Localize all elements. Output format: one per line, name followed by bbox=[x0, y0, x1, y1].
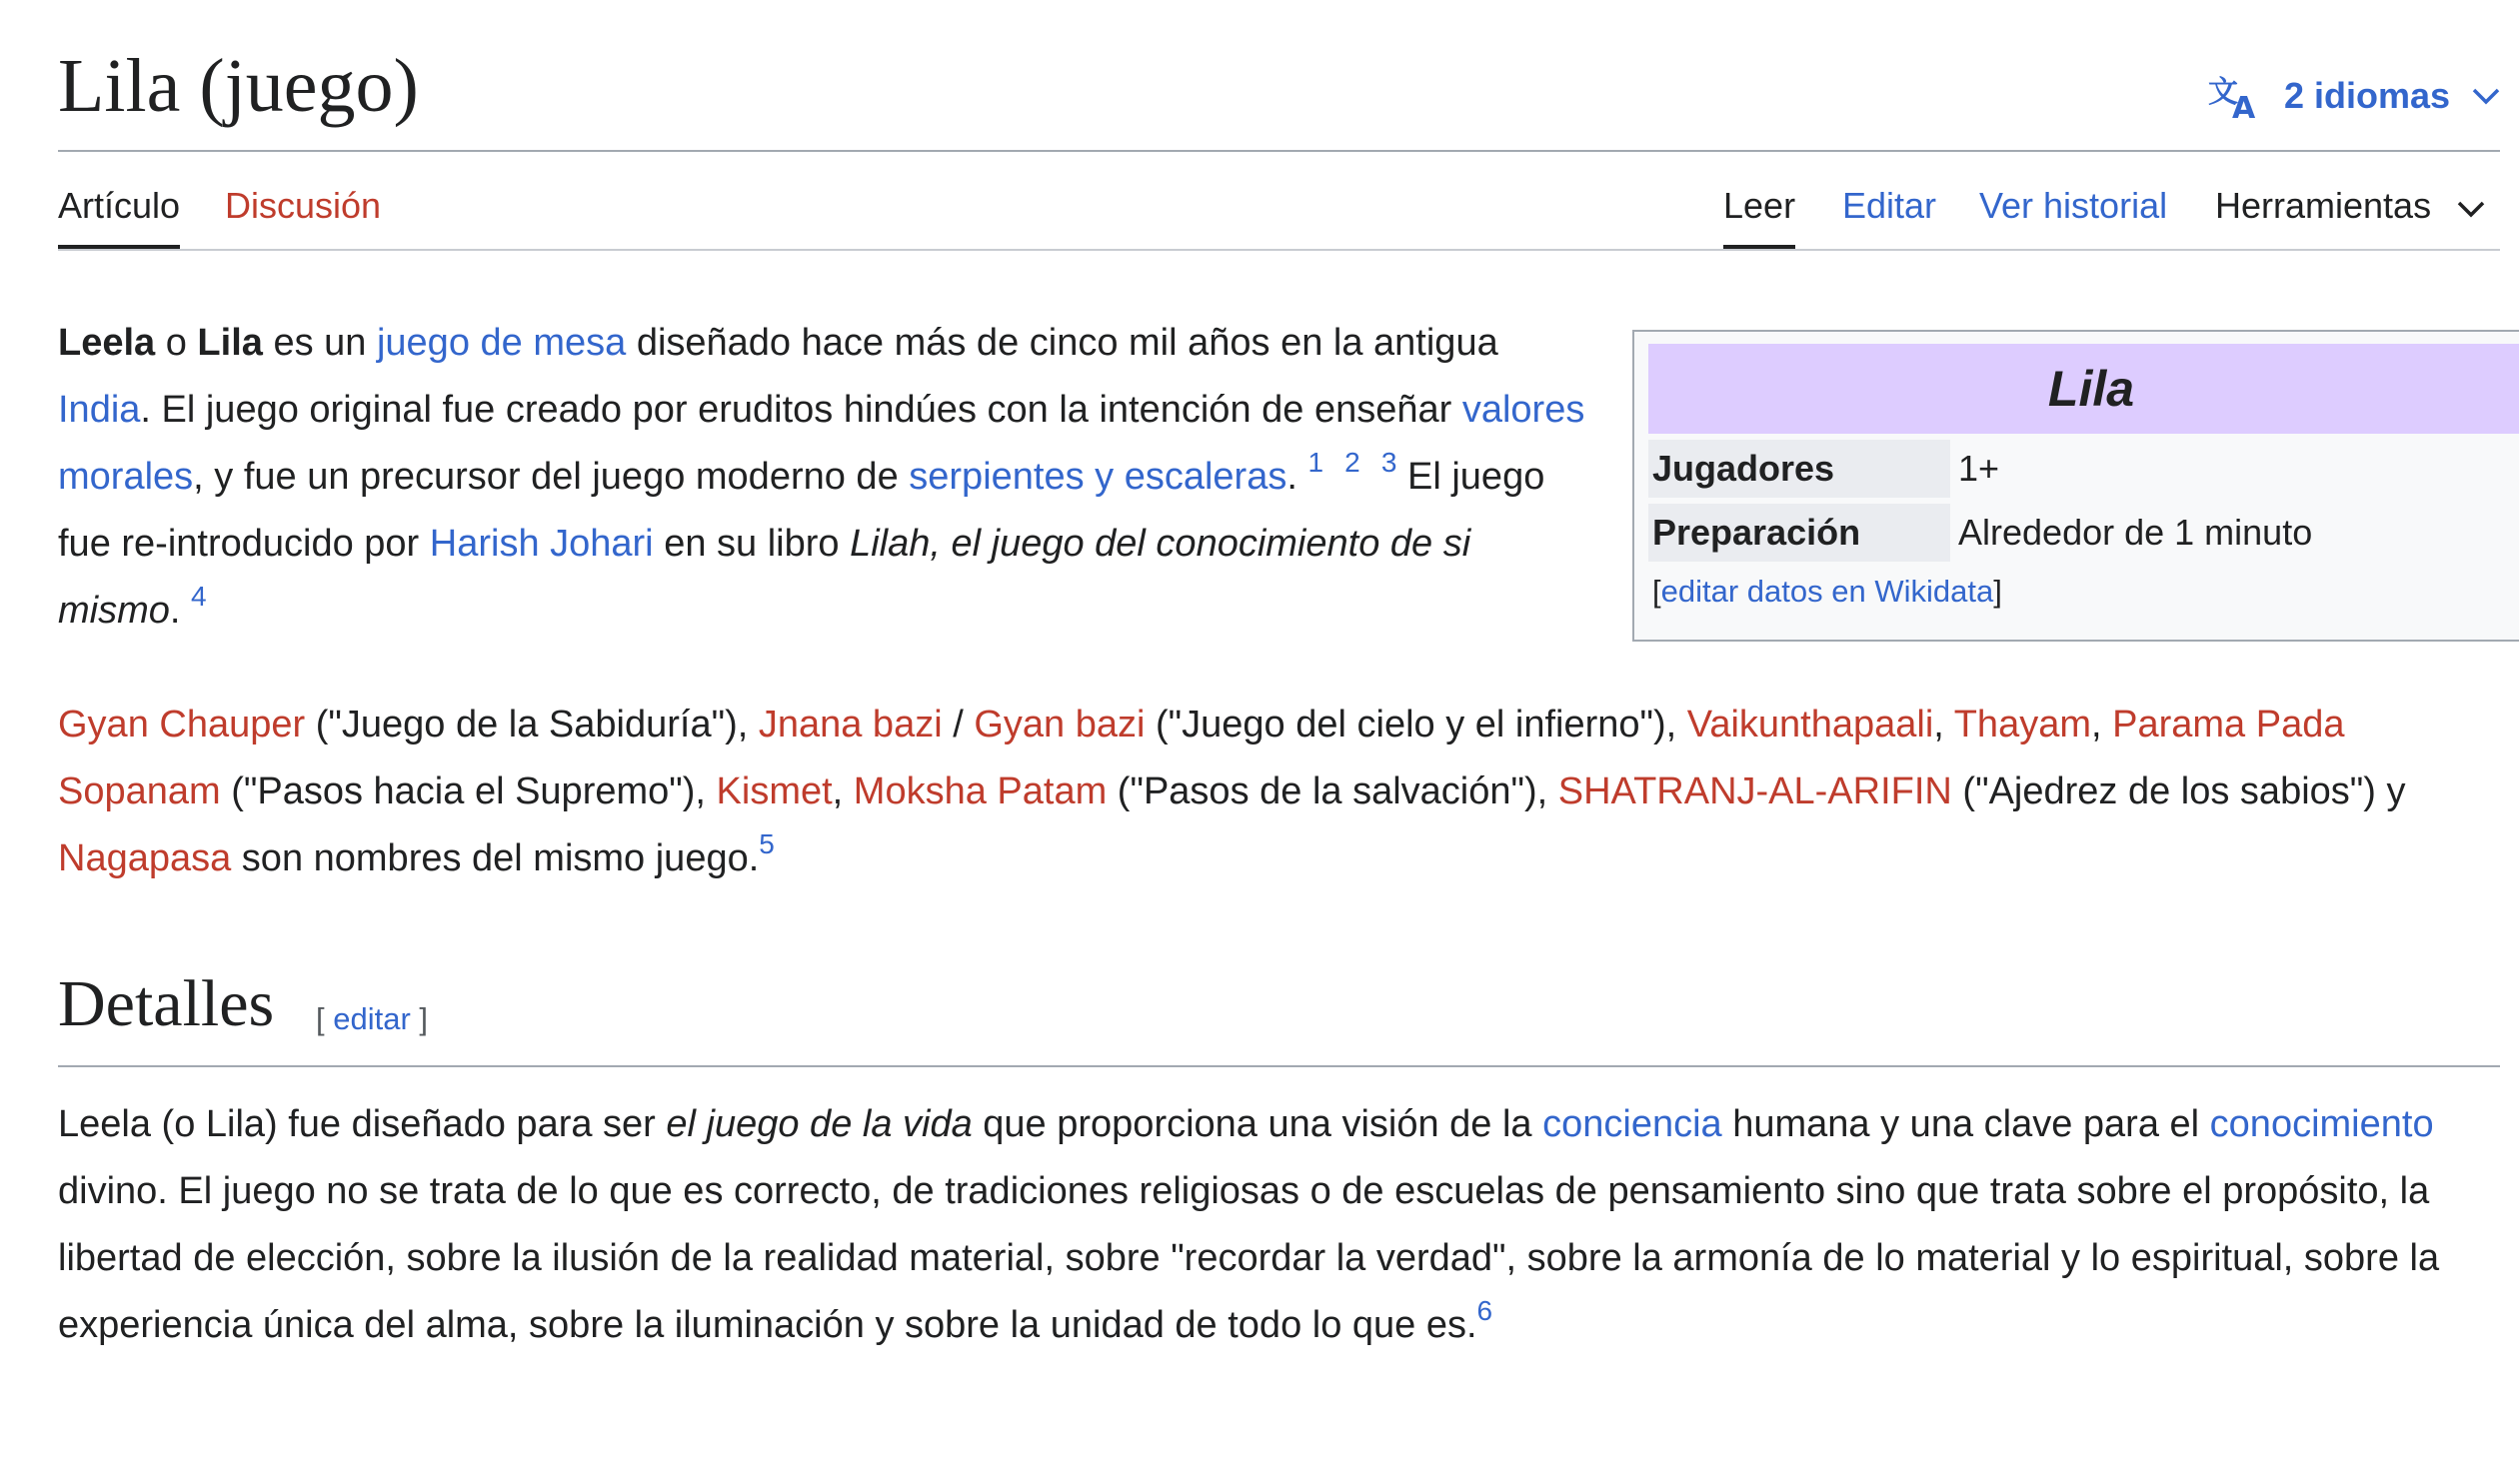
text: son nombres del mismo juego. bbox=[231, 837, 760, 879]
infobox-label: Jugadores bbox=[1648, 440, 1950, 498]
section-edit bbox=[316, 1001, 428, 1037]
details-paragraph bbox=[58, 1091, 2500, 1359]
link-india[interactable]: India bbox=[58, 389, 141, 431]
redlink-parama-pada-sopanam[interactable]: Parama Pada Sopanam bbox=[58, 704, 2345, 812]
text: humana y una clave para el bbox=[1721, 1103, 2210, 1145]
bracket: [ bbox=[1652, 574, 1661, 609]
text: ("Pasos de la salvación"), bbox=[1107, 770, 1558, 812]
reference-4[interactable]: 4 bbox=[191, 581, 207, 613]
chevron-down-icon bbox=[2457, 184, 2485, 227]
text: , y fue un precursor del juego moderno de bbox=[193, 456, 910, 498]
reference-6[interactable]: 6 bbox=[1476, 1295, 1493, 1327]
tools-menu-button[interactable] bbox=[2215, 184, 2485, 245]
text: . bbox=[169, 590, 192, 632]
redlink-nagapasa[interactable]: Nagapasa bbox=[58, 837, 232, 879]
book-title: Lilah, el juego del conocimiento de si mismo bbox=[58, 523, 1471, 632]
text: o bbox=[155, 322, 198, 364]
page-tabs bbox=[58, 152, 2500, 251]
text: diseñado hace más de cinco mil años en la antigua bbox=[626, 322, 1498, 364]
translate-icon bbox=[2208, 72, 2262, 120]
bold-term: Leela bbox=[58, 322, 156, 364]
link-juego-de-mesa[interactable]: juego de mesa bbox=[376, 322, 627, 364]
bracket: [ bbox=[316, 1001, 334, 1036]
infobox-title: Lila bbox=[1648, 344, 2519, 434]
language-selector-button[interactable] bbox=[2208, 72, 2500, 120]
redlink-jnana-bazi[interactable]: Jnana bazi bbox=[758, 704, 943, 745]
redlink-shatranj-al-arifin[interactable]: SHATRANJ-AL-ARIFIN bbox=[1557, 770, 1952, 812]
text: ("Ajedrez de los sabios") y bbox=[1951, 770, 2406, 812]
tab-talk[interactable]: Discusión bbox=[225, 185, 382, 226]
section-heading-detalles bbox=[58, 967, 2500, 1067]
infobox-edit-wikidata bbox=[1648, 574, 2519, 610]
tab-read[interactable]: Leer bbox=[1723, 184, 1795, 249]
infobox-row-players bbox=[1648, 440, 2519, 498]
svg-text:文: 文 bbox=[2207, 75, 2238, 110]
redlink-thayam[interactable]: Thayam bbox=[1953, 704, 2091, 745]
infobox-value: Alrededor de 1 minuto bbox=[1958, 512, 2313, 553]
reference-5[interactable]: 5 bbox=[759, 828, 775, 860]
text: , bbox=[832, 770, 854, 812]
intro-paragraph bbox=[58, 310, 1597, 645]
link-conciencia[interactable]: conciencia bbox=[1542, 1103, 1722, 1145]
tools-label: Herramientas bbox=[2215, 185, 2432, 226]
page-title: Lila (juego) bbox=[58, 44, 419, 128]
link-harish-johari[interactable]: Harish Johari bbox=[429, 523, 654, 565]
edit-wikidata-link[interactable]: editar datos en Wikidata bbox=[1660, 574, 1994, 609]
names-paragraph bbox=[58, 692, 2500, 892]
text: ("Pasos hacia el Supremo"), bbox=[220, 770, 717, 812]
infobox bbox=[1632, 330, 2519, 642]
redlink-gyan-chauper[interactable]: Gyan Chauper bbox=[58, 704, 306, 745]
redlink-kismet[interactable]: Kismet bbox=[716, 770, 833, 812]
chevron-down-icon bbox=[2472, 87, 2500, 105]
bracket: ] bbox=[410, 1001, 429, 1036]
text: es un bbox=[262, 322, 377, 364]
bold-term: Lila bbox=[197, 322, 263, 364]
reference-1[interactable]: 1 bbox=[1307, 447, 1324, 479]
redlink-gyan-bazi[interactable]: Gyan bazi bbox=[974, 704, 1146, 745]
link-serpientes-y-escaleras[interactable]: serpientes y escaleras bbox=[909, 456, 1287, 498]
reference-2[interactable]: 2 bbox=[1344, 447, 1360, 479]
language-count-label: 2 idiomas bbox=[2283, 75, 2450, 116]
infobox-row-setup bbox=[1648, 504, 2519, 562]
text: en su libro bbox=[653, 523, 851, 565]
infobox-value: 1+ bbox=[1958, 448, 2000, 489]
text: Leela (o Lila) fue diseñado para ser bbox=[58, 1103, 667, 1145]
reference-3[interactable]: 3 bbox=[1380, 447, 1397, 479]
text: / bbox=[942, 704, 975, 745]
text: , bbox=[1933, 704, 1954, 745]
text: que proporciona una visión de la bbox=[972, 1103, 1543, 1145]
redlink-vaikunthapaali[interactable]: Vaikunthapaali bbox=[1686, 704, 1934, 745]
text: . bbox=[1286, 456, 1308, 498]
text: ("Juego del cielo y el infierno"), bbox=[1145, 704, 1687, 745]
text: , bbox=[2091, 704, 2113, 745]
link-valores-morales[interactable]: valores morales bbox=[58, 389, 1585, 498]
text: El juego fue re-introducido por bbox=[58, 456, 1545, 565]
redlink-moksha-patam[interactable]: Moksha Patam bbox=[853, 770, 1108, 812]
bracket: ] bbox=[1993, 574, 2002, 609]
infobox-label: Preparación bbox=[1648, 504, 1950, 562]
text: . El juego original fue creado por eruditos hindúes con la intención de enseñar bbox=[140, 389, 1462, 431]
tab-article[interactable]: Artículo bbox=[58, 184, 180, 249]
svg-text:A: A bbox=[2231, 91, 2256, 120]
tab-edit[interactable]: Editar bbox=[1842, 185, 1937, 226]
section-title: Detalles bbox=[58, 967, 275, 1040]
title-bar bbox=[58, 0, 2500, 152]
italic-phrase: el juego de la vida bbox=[666, 1103, 973, 1145]
text: ("Juego de la Sabiduría"), bbox=[305, 704, 759, 745]
article-page bbox=[58, 0, 2500, 1346]
text: divino. El juego no se trata de lo que es correcto, de tradiciones religiosas o de escuelas de pensamiento sino que trata sobre el propósito, la libertad de elección, sobre la ilusión de la realidad material, sobre "recordar la verdad", sobre la armonía de lo material y lo espiritual, sobre la experiencia única del alma, sobre la iluminación y sobre la unidad de todo lo que es. bbox=[58, 1170, 2440, 1346]
section-edit-link[interactable]: editar bbox=[333, 1001, 411, 1036]
link-conocimiento[interactable]: conocimiento bbox=[2209, 1103, 2434, 1145]
tab-history[interactable]: Ver historial bbox=[1979, 185, 2168, 226]
